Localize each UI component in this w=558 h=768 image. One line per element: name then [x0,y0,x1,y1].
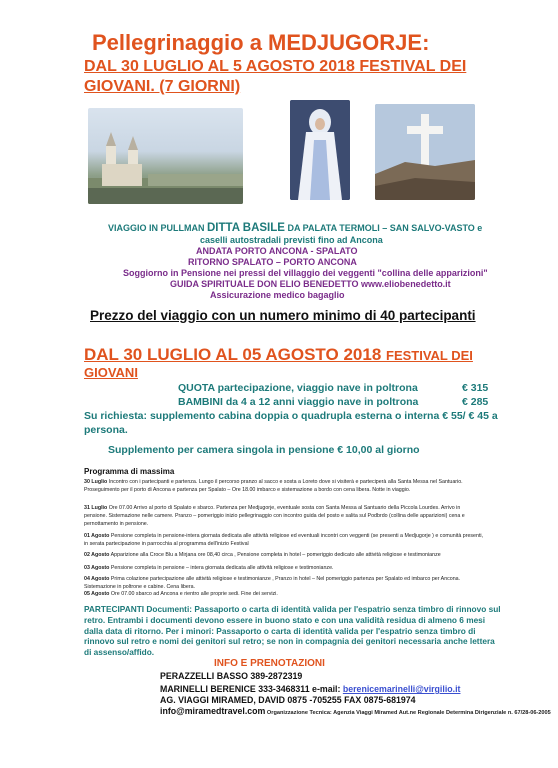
flyer-dates: DAL 30 LUGLIO AL 5 AGOSTO 2018 FESTIVAL DEI [84,58,467,75]
travel-line-1: VIAGGIO IN PULLMAN DITTA BASILE DA PALATA TERMOLI – SAN SALVO-VASTO e [108,222,483,234]
program-item: 01 Agosto Pensione completa in pensione-intera giornata dedicata alle attività religiose ed eventuali incontri con veggenti (se presenti a Medjugorje ) e comunità presenti, in serata partecipazione in parrocchia al programma dell'inizio Festival [84,533,484,547]
agency-email[interactable]: info@miramedtravel.com [160,706,266,716]
price-note: Prezzo del viaggio con un numero minimo di 40 partecipanti [90,308,476,323]
contact-email-line [160,706,551,716]
flyer-title: Pellegrinaggio a MEDJUGORJE: [92,30,430,55]
program-item: 04 Agosto Prima colazione partecipazione alle attività religiose e testimonianze , Pranzo in hotel – Nel pomeriggio partenza per Spalato ed imbarco per Ancona. Sistemazione in poltrone e cabine. Cena libera. [84,576,461,590]
program-item: 30 Luglio Incontro con i partecipanti e partenza. Lungo il percorso pranzo al sacco e sosta a Loreto dove si visiterà e parteciperà alla Santa Messa nel Santuario. Proseguimento per il porto di Ancona e partenza per Spalato – Ore 18.00 imbarco e sistemazione a bordo con cena libera. Notte in viaggio. [84,479,463,493]
quota-label: QUOTA partecipazione, viaggio nave in poltrona [178,382,418,394]
dates-heading: DAL 30 LUGLIO AL 05 AGOSTO 2018 FESTIVAL DEI [84,345,473,364]
cabin-supplement-2: persona. [84,424,128,436]
travel-line-7: Assicurazione medico bagaglio [210,290,345,300]
flyer-dates-2: GIOVANI. (7 GIORNI) [84,78,241,95]
travel-line-2: caselli autostradali previsti fino ad Ancona [200,235,383,245]
ditta-basile: DITTA BASILE [207,222,285,234]
program-heading: Programma di massima [84,467,175,476]
dates-heading-2: GIOVANI [84,365,138,380]
madonna-statue-photo [290,100,350,200]
program-item: 05 Agosto Ore 07.00 sbarco ad Ancona e rientro alle proprie sedi. Fine dei servizi. [84,591,278,597]
program-item: 02 Agosto Apparizione alla Croce Blu a Mirjana ore 08,40 circa , Pensione completa in hotel – pomeriggio dedicato alle attività religiose e testimonianze [84,552,441,558]
cross-hill-photo [375,104,475,200]
contact-agency: AG. VIAGGI MIRAMED, DAVID 0875 -705255 FAX 0875-681974 [160,695,416,705]
email-link[interactable]: berenicemarinelli@virgilio.it [342,684,461,694]
travel-line-5: Soggiorno in Pensione nei pressi del villaggio dei veggenti "collina delle apparizioni" [123,268,488,278]
travel-line-4: RITORNO SPALATO – PORTO ANCONA [188,257,357,267]
church-photo [88,108,243,204]
quota-value: € 315 [462,382,489,394]
program-item: 31 Luglio Ore 07.00 Arrivo al porto di Spalato e sbarco. Partenza per Medjugorje, eventuale sosta con Santa Messa al Santuario della Piccola Lourdes. Arrivo in pensione. Sistemazione nelle camere. Pranzo – pomeriggio inizio pellegrinaggio con incontro guida del posto e salita sul Podbrdo (collina delle apparizioni) cena e pernottamento in pensione. [84,505,465,527]
program-item: 03 Agosto Pensione completa in pensione – intera giornata dedicata alle attività religiose e testimonianze. [84,565,334,571]
info-heading: INFO E PRENOTAZIONI [214,658,325,669]
cabin-supplement: Su richiesta: supplemento cabina doppia o quadrupla esterna o interna € 55/ € 45 a [84,410,498,422]
contact-marinelli: MARINELLI BERENICE 333-3468311 e-mail: berenicemarinelli@virgilio.it [160,684,461,694]
travel-line-6: GUIDA SPIRITUALE DON ELIO BENEDETTO www.eliobenedetto.it [170,279,451,289]
travel-line-3: ANDATA PORTO ANCONA - SPALATO [196,246,358,256]
organization-note: Organizzazione Tecnica: Agenzia Viaggi Miramed Aut.ne Regionale Determina Dirigenziale n. 67/28-06-2005 [265,710,551,716]
single-room-supplement: Supplemento per camera singola in pensione € 10,00 al giorno [108,444,420,456]
contact-perazzelli: PERAZZELLI BASSO 389-2872319 [160,671,303,681]
bambini-value: € 285 [462,396,489,408]
bambini-label: BAMBINI da 4 a 12 anni viaggio nave in poltrona [178,396,419,408]
documents-note: PARTECIPANTI Documenti: Passaporto o carta di identità valida per l'espatrio senza timbro di rinnovo sul retro. Entrambi i documenti devono essere in buono stato e con una validità residua di almeno 6 mesi dalla data di ritorno. Per i minori: Passaporto o carta di identità valida per l'espatrio senza timbro di rinnovo sul retro e nomi dei genitori sul retro; se non in compagnia dei genitori necessaria anche lettera di assenso/affido. [84,604,501,658]
